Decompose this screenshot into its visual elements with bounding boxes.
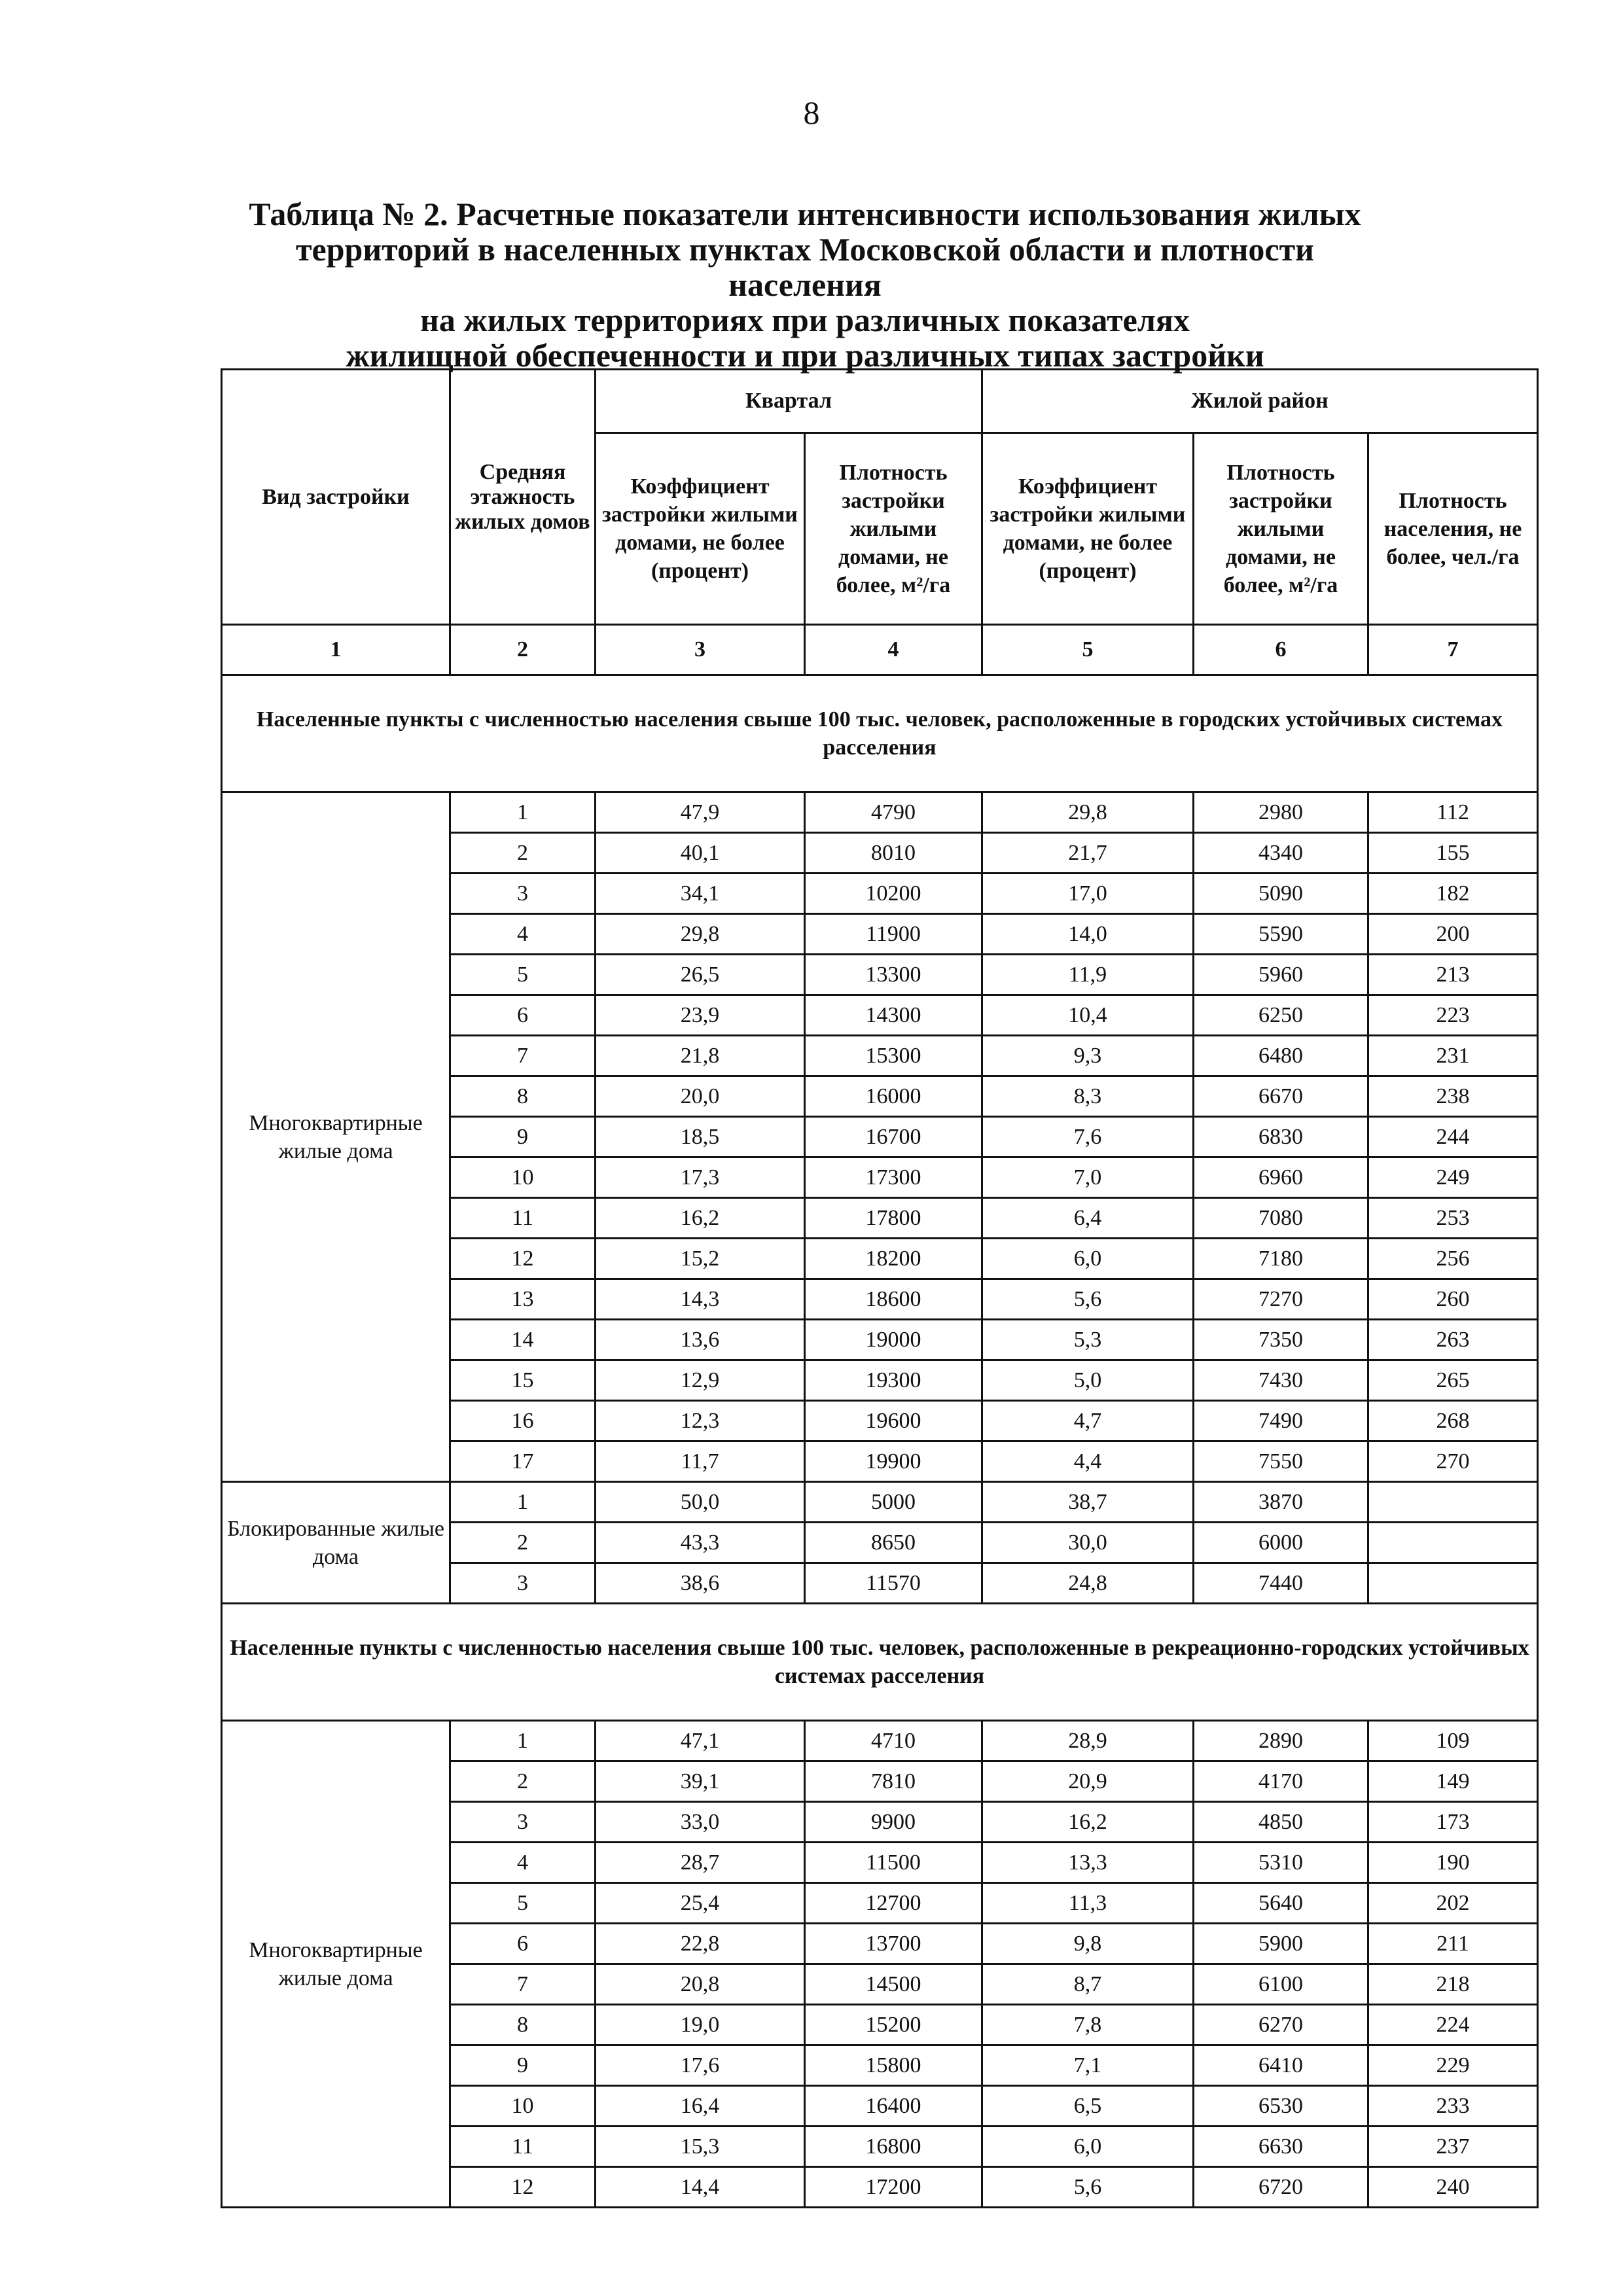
table-cell: 6480 — [1194, 1036, 1368, 1076]
table-row — [222, 792, 1538, 833]
table-cell: 11,3 — [982, 1883, 1194, 1924]
table-cell: 43,3 — [596, 1523, 805, 1563]
building-type-cell: Многоквартирные жилые дома — [222, 792, 450, 1482]
table-cell: 28,9 — [982, 1721, 1194, 1761]
table-cell: 3870 — [1194, 1482, 1368, 1523]
table-cell: 2980 — [1194, 792, 1368, 833]
table-cell: 18200 — [805, 1239, 982, 1279]
table-cell: 109 — [1368, 1721, 1538, 1761]
table-cell: 17,6 — [596, 2045, 805, 2086]
table-cell: 17200 — [805, 2167, 982, 2208]
section-heading: Населенные пункты с численностью населения свыше 100 тыс. человек, расположенные в рекреационно-городских устойчивых системах расселения — [222, 1604, 1538, 1721]
table-cell: 6000 — [1194, 1523, 1368, 1563]
table-cell: 11900 — [805, 914, 982, 955]
table-cell: 19600 — [805, 1401, 982, 1441]
table-cell: 7430 — [1194, 1360, 1368, 1401]
header-avg-floors: Средняя этажность жилых домов — [450, 370, 596, 625]
table-cell: 12700 — [805, 1883, 982, 1924]
table-cell: 18600 — [805, 1279, 982, 1320]
table-cell: 5000 — [805, 1482, 982, 1523]
column-number: 3 — [596, 625, 805, 675]
header-building-type: Вид застройки — [222, 370, 450, 625]
table-cell: 240 — [1368, 2167, 1538, 2208]
table-cell: 4850 — [1194, 1802, 1368, 1843]
table-cell: 6 — [450, 1924, 596, 1964]
table-cell: 238 — [1368, 1076, 1538, 1117]
table-cell: 1 — [450, 1482, 596, 1523]
table-cell: 233 — [1368, 2086, 1538, 2127]
table-cell: 265 — [1368, 1360, 1538, 1401]
table-cell: 6720 — [1194, 2167, 1368, 2208]
section-heading: Населенные пункты с численностью населения свыше 100 тыс. человек, расположенные в городских устойчивых системах расселения — [222, 675, 1538, 792]
table-cell: 6630 — [1194, 2127, 1368, 2167]
table-cell: 20,0 — [596, 1076, 805, 1117]
header-residential-district: Жилой район — [982, 370, 1538, 433]
table-cell: 24,8 — [982, 1563, 1194, 1604]
header-population-density: Плотность населения, не более, чел./га — [1368, 433, 1538, 625]
table-cell: 7 — [450, 1036, 596, 1076]
table-cell: 149 — [1368, 1761, 1538, 1802]
table-cell: 9 — [450, 1117, 596, 1157]
table-cell: 15200 — [805, 2005, 982, 2045]
table-cell: 260 — [1368, 1279, 1538, 1320]
title-line: территорий в населенных пунктах Московской области и плотности населения — [295, 231, 1314, 303]
table-cell: 7,8 — [982, 2005, 1194, 2045]
table-cell: 16700 — [805, 1117, 982, 1157]
building-type-cell: Многоквартирные жилые дома — [222, 1721, 450, 2208]
table-cell: 190 — [1368, 1843, 1538, 1883]
table-cell: 20,9 — [982, 1761, 1194, 1802]
table-cell: 11,7 — [596, 1441, 805, 1482]
table-cell — [1368, 1523, 1538, 1563]
table-cell: 14500 — [805, 1964, 982, 2005]
table-cell: 7080 — [1194, 1198, 1368, 1239]
table-cell: 5,6 — [982, 1279, 1194, 1320]
table-cell: 19000 — [805, 1320, 982, 1360]
table-cell: 6960 — [1194, 1157, 1368, 1198]
table-cell: 15800 — [805, 2045, 982, 2086]
table-cell: 50,0 — [596, 1482, 805, 1523]
table-cell: 8 — [450, 2005, 596, 2045]
table-cell: 2 — [450, 1761, 596, 1802]
table-cell: 270 — [1368, 1441, 1538, 1482]
table-cell: 40,1 — [596, 833, 805, 874]
column-number: 1 — [222, 625, 450, 675]
table-cell: 6100 — [1194, 1964, 1368, 2005]
table-cell: 39,1 — [596, 1761, 805, 1802]
building-type-cell: Блокированные жилые дома — [222, 1482, 450, 1604]
table-cell: 4,4 — [982, 1441, 1194, 1482]
column-numbers-row — [222, 625, 1538, 675]
table-cell — [1368, 1482, 1538, 1523]
page-number: 8 — [803, 94, 820, 131]
table-cell: 11570 — [805, 1563, 982, 1604]
table-cell: 6 — [450, 995, 596, 1036]
table-cell: 29,8 — [596, 914, 805, 955]
table-cell: 223 — [1368, 995, 1538, 1036]
header-kvartal: Квартал — [596, 370, 982, 433]
table-cell: 6,5 — [982, 2086, 1194, 2127]
table-cell: 13,3 — [982, 1843, 1194, 1883]
table-cell — [1368, 1563, 1538, 1604]
table-cell: 256 — [1368, 1239, 1538, 1279]
table-cell: 6530 — [1194, 2086, 1368, 2127]
table-cell: 263 — [1368, 1320, 1538, 1360]
table-cell: 218 — [1368, 1964, 1538, 2005]
table-cell: 200 — [1368, 914, 1538, 955]
table-cell: 8,3 — [982, 1076, 1194, 1117]
table-cell: 5,0 — [982, 1360, 1194, 1401]
table-row — [222, 1482, 1538, 1523]
table-cell: 47,1 — [596, 1721, 805, 1761]
table-cell: 1 — [450, 1721, 596, 1761]
table-cell: 10,4 — [982, 995, 1194, 1036]
table-cell: 6270 — [1194, 2005, 1368, 2045]
table-cell: 4 — [450, 914, 596, 955]
table-title — [216, 196, 1394, 373]
table-cell: 6,4 — [982, 1198, 1194, 1239]
column-number: 7 — [1368, 625, 1538, 675]
table-cell: 202 — [1368, 1883, 1538, 1924]
table-cell: 7810 — [805, 1761, 982, 1802]
table-cell: 9,8 — [982, 1924, 1194, 1964]
table-cell: 5,6 — [982, 2167, 1194, 2208]
table-cell: 4790 — [805, 792, 982, 833]
table-cell: 6830 — [1194, 1117, 1368, 1157]
table-cell: 244 — [1368, 1117, 1538, 1157]
table-cell: 13700 — [805, 1924, 982, 1964]
table-cell: 23,9 — [596, 995, 805, 1036]
table-cell: 237 — [1368, 2127, 1538, 2167]
table-cell: 7440 — [1194, 1563, 1368, 1604]
table-cell: 12,3 — [596, 1401, 805, 1441]
table-cell: 15,3 — [596, 2127, 805, 2167]
table-cell: 25,4 — [596, 1883, 805, 1924]
title-line: жилищной обеспеченности и при различных типах застройки — [346, 337, 1264, 374]
header-district-coefficient: Коэффициент застройки жилыми домами, не более (процент) — [982, 433, 1194, 625]
table-cell: 16000 — [805, 1076, 982, 1117]
table-cell: 6670 — [1194, 1076, 1368, 1117]
table-cell: 20,8 — [596, 1964, 805, 2005]
table-cell: 5590 — [1194, 914, 1368, 955]
table-cell: 14,0 — [982, 914, 1194, 955]
table-cell: 7490 — [1194, 1401, 1368, 1441]
table-cell: 8010 — [805, 833, 982, 874]
table-cell: 11 — [450, 2127, 596, 2167]
table-cell: 17,0 — [982, 874, 1194, 914]
table-cell: 4,7 — [982, 1401, 1194, 1441]
table-cell: 231 — [1368, 1036, 1538, 1076]
table-cell: 7550 — [1194, 1441, 1368, 1482]
table-cell: 12 — [450, 2167, 596, 2208]
table-cell: 173 — [1368, 1802, 1538, 1843]
table-cell: 5 — [450, 1883, 596, 1924]
table-cell: 19900 — [805, 1441, 982, 1482]
table-cell: 14,3 — [596, 1279, 805, 1320]
table-cell: 19300 — [805, 1360, 982, 1401]
table-cell: 26,5 — [596, 955, 805, 995]
table-cell: 10 — [450, 1157, 596, 1198]
table-cell: 33,0 — [596, 1802, 805, 1843]
table-row — [222, 1721, 1538, 1761]
table-cell: 3 — [450, 1563, 596, 1604]
table-cell: 17300 — [805, 1157, 982, 1198]
table-cell: 16,2 — [596, 1198, 805, 1239]
table-cell: 22,8 — [596, 1924, 805, 1964]
table-cell: 155 — [1368, 833, 1538, 874]
table-cell: 224 — [1368, 2005, 1538, 2045]
table-cell: 15,2 — [596, 1239, 805, 1279]
table-cell: 9 — [450, 2045, 596, 2086]
table-cell: 13 — [450, 1279, 596, 1320]
table-cell: 4340 — [1194, 833, 1368, 874]
table-cell: 4 — [450, 1843, 596, 1883]
header-kvartal-coefficient: Коэффициент застройки жилыми домами, не более (процент) — [596, 433, 805, 625]
table-cell: 18,5 — [596, 1117, 805, 1157]
table-cell: 213 — [1368, 955, 1538, 995]
table-cell: 34,1 — [596, 874, 805, 914]
table-cell: 8650 — [805, 1523, 982, 1563]
table-cell: 182 — [1368, 874, 1538, 914]
table-cell: 14,4 — [596, 2167, 805, 2208]
table-cell: 9,3 — [982, 1036, 1194, 1076]
table-cell: 8,7 — [982, 1964, 1194, 2005]
table-cell: 28,7 — [596, 1843, 805, 1883]
column-number: 5 — [982, 625, 1194, 675]
table-cell: 17,3 — [596, 1157, 805, 1198]
header-kvartal-density: Плотность застройки жилыми домами, не более, м²/га — [805, 433, 982, 625]
table-cell: 19,0 — [596, 2005, 805, 2045]
column-number: 2 — [450, 625, 596, 675]
table-cell: 6250 — [1194, 995, 1368, 1036]
table-cell: 16400 — [805, 2086, 982, 2127]
table-cell: 2890 — [1194, 1721, 1368, 1761]
table-cell: 16,2 — [982, 1802, 1194, 1843]
table-cell: 5,3 — [982, 1320, 1194, 1360]
table-cell: 21,7 — [982, 833, 1194, 874]
table-cell: 8 — [450, 1076, 596, 1117]
table-cell: 249 — [1368, 1157, 1538, 1198]
table-cell: 7,1 — [982, 2045, 1194, 2086]
table-cell: 13,6 — [596, 1320, 805, 1360]
header-district-density: Плотность застройки жилыми домами, не более, м²/га — [1194, 433, 1368, 625]
density-table — [221, 368, 1539, 2208]
column-number: 4 — [805, 625, 982, 675]
table-cell: 38,7 — [982, 1482, 1194, 1523]
table-cell: 16800 — [805, 2127, 982, 2167]
table-cell: 5 — [450, 955, 596, 995]
table-cell: 4710 — [805, 1721, 982, 1761]
table-cell: 2 — [450, 1523, 596, 1563]
table-cell: 4170 — [1194, 1761, 1368, 1802]
table-cell: 7,6 — [982, 1117, 1194, 1157]
table-cell: 5310 — [1194, 1843, 1368, 1883]
table-cell: 21,8 — [596, 1036, 805, 1076]
table-cell: 12 — [450, 1239, 596, 1279]
table-cell: 17 — [450, 1441, 596, 1482]
table-cell: 11 — [450, 1198, 596, 1239]
table-cell: 7 — [450, 1964, 596, 2005]
table-cell: 15300 — [805, 1036, 982, 1076]
table-cell: 11500 — [805, 1843, 982, 1883]
table-cell: 6,0 — [982, 2127, 1194, 2167]
table-cell: 16 — [450, 1401, 596, 1441]
table-cell: 38,6 — [596, 1563, 805, 1604]
table-cell: 268 — [1368, 1401, 1538, 1441]
table-cell: 13300 — [805, 955, 982, 995]
table-cell: 15 — [450, 1360, 596, 1401]
table-cell: 1 — [450, 792, 596, 833]
title-line: Таблица № 2. Расчетные показатели интенсивности использования жилых — [249, 196, 1361, 232]
table-cell: 47,9 — [596, 792, 805, 833]
table-cell: 7350 — [1194, 1320, 1368, 1360]
table-cell: 5090 — [1194, 874, 1368, 914]
table-cell: 12,9 — [596, 1360, 805, 1401]
table-cell: 17800 — [805, 1198, 982, 1239]
column-number: 6 — [1194, 625, 1368, 675]
table-cell: 6410 — [1194, 2045, 1368, 2086]
table-cell: 229 — [1368, 2045, 1538, 2086]
table-cell: 7,0 — [982, 1157, 1194, 1198]
table-cell: 7270 — [1194, 1279, 1368, 1320]
table-cell: 7180 — [1194, 1239, 1368, 1279]
table-cell: 5960 — [1194, 955, 1368, 995]
table-cell: 6,0 — [982, 1239, 1194, 1279]
table-cell: 3 — [450, 1802, 596, 1843]
table-cell: 3 — [450, 874, 596, 914]
table-cell: 29,8 — [982, 792, 1194, 833]
table-cell: 5640 — [1194, 1883, 1368, 1924]
table-cell: 112 — [1368, 792, 1538, 833]
table-cell: 16,4 — [596, 2086, 805, 2127]
table-cell: 9900 — [805, 1802, 982, 1843]
title-line: на жилых территориях при различных показателях — [420, 302, 1190, 338]
table-cell: 2 — [450, 833, 596, 874]
table-cell: 10 — [450, 2086, 596, 2127]
table-cell: 11,9 — [982, 955, 1194, 995]
table-cell: 253 — [1368, 1198, 1538, 1239]
table-cell: 30,0 — [982, 1523, 1194, 1563]
table-cell: 14 — [450, 1320, 596, 1360]
table-cell: 14300 — [805, 995, 982, 1036]
table-cell: 5900 — [1194, 1924, 1368, 1964]
table-cell: 211 — [1368, 1924, 1538, 1964]
table-cell: 10200 — [805, 874, 982, 914]
